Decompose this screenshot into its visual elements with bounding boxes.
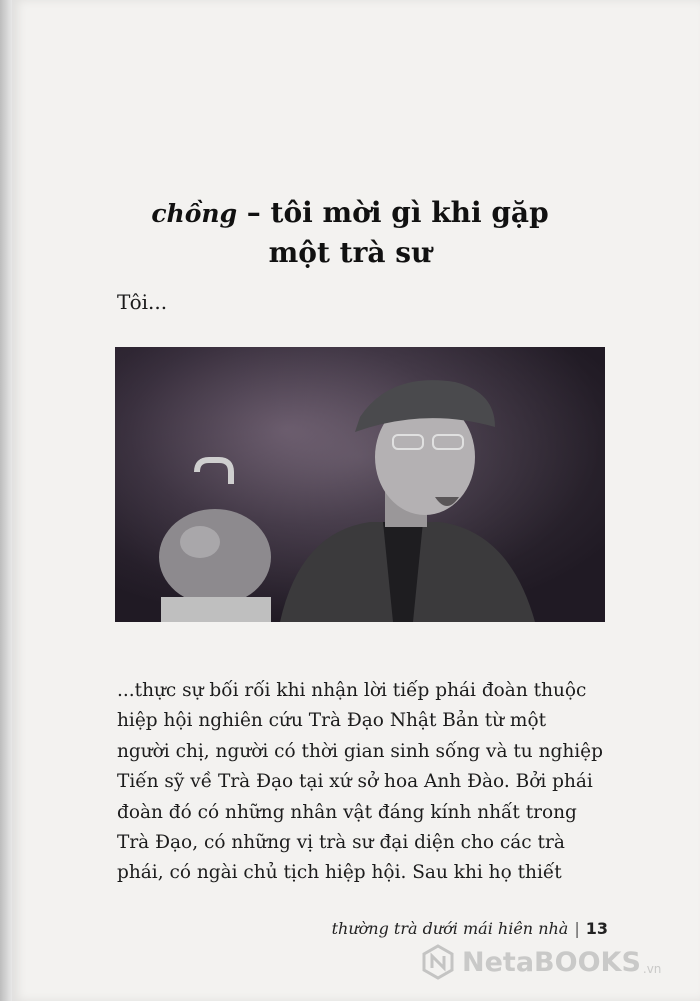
body-line: người chị, người có thời gian sinh sống và tu nghiệp [117, 740, 603, 762]
chapter-title-line-2: một trà sư [268, 236, 432, 269]
footer-separator: | [574, 919, 580, 938]
watermark-brand: NetaBOOKS [462, 946, 641, 978]
watermark [420, 944, 661, 980]
body-line: ...thực sự bối rối khi nhận lời tiếp phái đoàn thuộc [117, 680, 587, 701]
body-text [117, 676, 637, 889]
body-line: phái, có ngài chủ tịch hiệp hội. Sau khi họ thiết [117, 862, 562, 884]
chapter-title-line-1 [0, 196, 700, 229]
body-line: Tiến sỹ về Trà Đạo tại xứ sở hoa Anh Đào. Bởi phái [117, 771, 593, 793]
body-line: hiệp hội nghiên cứu Trà Đạo Nhật Bản từ một [117, 710, 547, 732]
chapter-title-italic-word: chồng [151, 199, 238, 228]
body-line: Trà Đạo, có những vị trà sư đại diện cho các trà [117, 832, 565, 854]
book-spine-shadow [0, 0, 12, 1001]
watermark-suffix: .vn [642, 962, 662, 976]
netabooks-logo-icon [420, 944, 456, 980]
running-title: thường trà dưới mái hiên nhà [331, 919, 569, 938]
page-footer [332, 919, 608, 938]
lead-text: Tôi... [117, 290, 168, 314]
chapter-title-line-1-rest: – tôi mời gì khi gặp [237, 196, 549, 229]
body-line: đoàn đó có những nhân vật đáng kính nhất trong [117, 801, 577, 823]
page-number: 13 [585, 919, 608, 938]
portrait-illustration [115, 347, 605, 622]
portrait-photo [115, 347, 605, 622]
